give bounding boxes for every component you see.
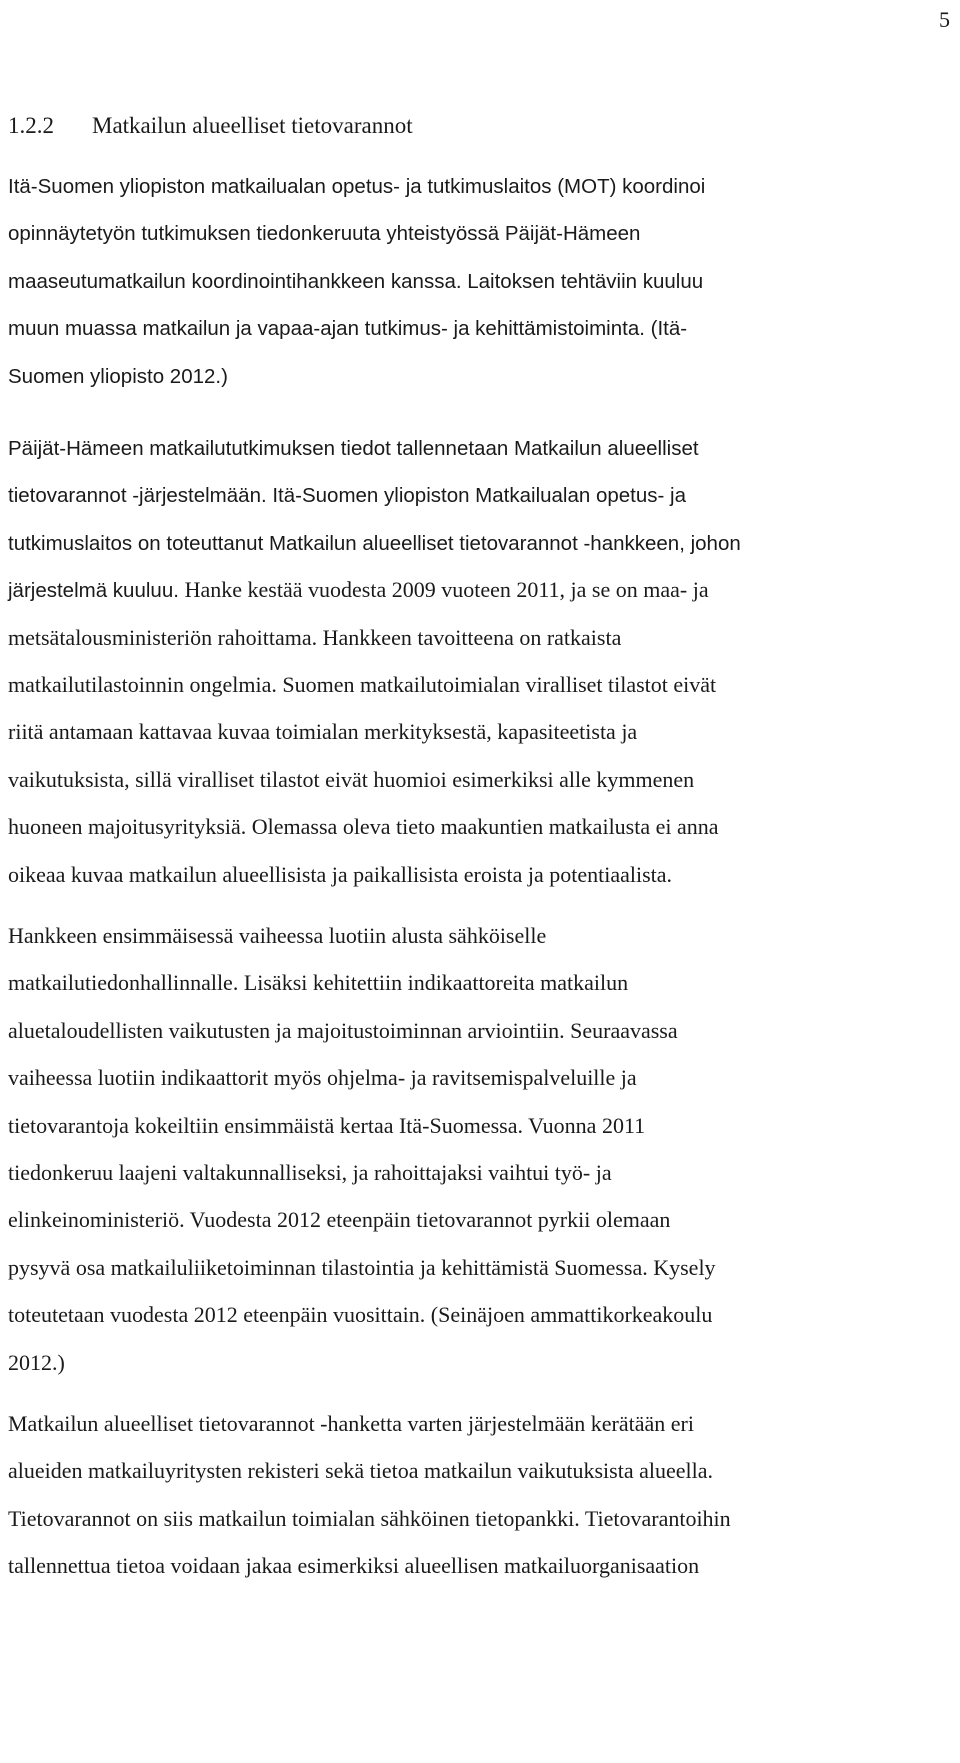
text-line	[8, 1149, 716, 1196]
paragraph-1	[8, 162, 705, 399]
text-line	[8, 352, 705, 399]
text-segment: muun muassa matkailun ja vapaa-ajan tutkimus- ja kehittämistoiminta. (Itä-	[8, 317, 688, 341]
text-segment: Matkailun alueelliset tietovarannot -hanketta varten järjestelmään kerätään eri	[8, 1411, 694, 1436]
text-line	[8, 803, 741, 850]
text-line	[8, 614, 741, 661]
text-segment: Itä-Suomen yliopiston matkailualan opetus- ja tutkimuslaitos (MOT) koordinoi	[8, 175, 706, 198]
text-segment: opinnäytetyön tutkimuksen tiedonkeruuta yhteistyössä Päijät-Hämeen	[8, 222, 641, 246]
text-line	[8, 1196, 716, 1243]
text-segment: tiedonkeruu laajeni valtakunnalliseksi, ja rahoittajaksi vaihtui työ- ja	[8, 1159, 612, 1185]
section-number: 1.2.2	[8, 113, 54, 138]
text-segment: Tietovarannot on siis matkailun toimialan sähköinen tietopankki. Tietovarantoihin	[8, 1505, 731, 1531]
text-line	[8, 1339, 716, 1386]
text-segment: huoneen majoitusyrityksiä. Olemassa oleva tieto maakuntien matkailusta ei anna	[8, 814, 719, 840]
text-line	[8, 566, 741, 613]
text-segment: aluetaloudellisten vaikutusten ja majoitustoiminnan arviointiin. Seuraavassa	[8, 1017, 678, 1043]
text-segment: oikeaa kuvaa matkailun alueellisista ja paikallisista eroista ja potentiaalista.	[8, 861, 673, 887]
text-line	[8, 912, 716, 959]
paragraph-2	[8, 424, 741, 898]
text-line	[8, 1447, 731, 1494]
text-segment: 2012.)	[8, 1349, 65, 1375]
text-segment: tietovarannot -järjestelmään. Itä-Suomen yliopiston Matkailualan opetus- ja	[8, 484, 687, 508]
text-segment: alueiden matkailuyritysten rekisteri sekä tietoa matkailun vaikutuksista alueella.	[8, 1458, 713, 1484]
text-segment: vaikutuksista, sillä viralliset tilastot eivät huomioi esimerkiksi alle kymmenen	[8, 766, 695, 792]
text-segment: vaiheessa luotiin indikaattorit myös ohjelma- ja ravitsemispalveluille ja	[8, 1065, 637, 1091]
text-segment: maaseutumatkailun koordinointihankkeen kanssa. Laitoksen tehtäviin kuuluu	[8, 269, 704, 293]
text-segment: matkailutilastoinnin ongelmia. Suomen matkailutoimialan viralliset tilastot eivät	[8, 671, 717, 697]
text-line	[8, 162, 705, 209]
paragraph-3	[8, 912, 716, 1386]
text-segment: tutkimuslaitos on toteuttanut Matkailun alueelliset tietovarannot -hankkeen, johon	[8, 531, 741, 555]
text-line	[8, 1400, 731, 1447]
text-segment: metsätalousministeriön rahoittama. Hankkeen tavoitteena on ratkaista	[8, 624, 622, 650]
text-line	[8, 1102, 716, 1149]
text-line	[8, 851, 741, 898]
text-line	[8, 661, 741, 708]
text-line	[8, 209, 705, 256]
text-line	[8, 1291, 716, 1338]
text-line	[8, 257, 705, 304]
text-line	[8, 1542, 731, 1589]
text-line	[8, 1495, 731, 1542]
text-line	[8, 756, 741, 803]
text-segment: matkailutiedonhallinnalle. Lisäksi kehitettiin indikaattoreita matkailun	[8, 970, 629, 996]
text-segment: pysyvä osa matkailuliiketoiminnan tilastointia ja kehittämistä Suomessa. Kysely	[8, 1254, 716, 1280]
text-line	[8, 471, 741, 518]
text-segment: tietovarantoja kokeiltiin ensimmäistä kertaa Itä-Suomessa. Vuonna 2011	[8, 1112, 646, 1138]
text-segment: järjestelmä kuuluu.	[8, 579, 185, 603]
section-title: Matkailun alueelliset tietovarannot	[92, 113, 413, 138]
text-line	[8, 1054, 716, 1101]
text-line	[8, 304, 705, 351]
text-segment: Päijät-Hämeen matkailututkimuksen tiedot tallennetaan Matkailun alueelliset	[8, 437, 699, 460]
text-line	[8, 708, 741, 755]
paragraph-4	[8, 1400, 731, 1590]
text-segment: Suomen yliopisto 2012.)	[8, 364, 228, 388]
text-line	[8, 959, 716, 1006]
text-segment: elinkeinoministeriö. Vuodesta 2012 eteenpäin tietovarannot pyrkii olemaan	[8, 1207, 671, 1233]
text-line	[8, 1007, 716, 1054]
text-segment: Hanke kestää vuodesta 2009 vuoteen 2011, ja se on maa- ja	[184, 577, 709, 603]
text-line	[8, 519, 741, 566]
text-segment: Hankkeen ensimmäisessä vaiheessa luotiin alusta sähköiselle	[8, 923, 547, 948]
text-segment: riitä antamaan kattavaa kuvaa toimialan merkityksestä, kapasiteetista ja	[8, 719, 638, 745]
text-segment: toteutetaan vuodesta 2012 eteenpäin vuosittain. (Seinäjoen ammattikorkeakoulu	[8, 1302, 713, 1328]
text-line	[8, 424, 741, 471]
page-number: 5	[939, 7, 950, 32]
section-heading	[8, 106, 413, 146]
text-segment: tallennettua tietoa voidaan jakaa esimerkiksi alueellisen matkailuorganisaation	[8, 1553, 700, 1579]
text-line	[8, 1244, 716, 1291]
